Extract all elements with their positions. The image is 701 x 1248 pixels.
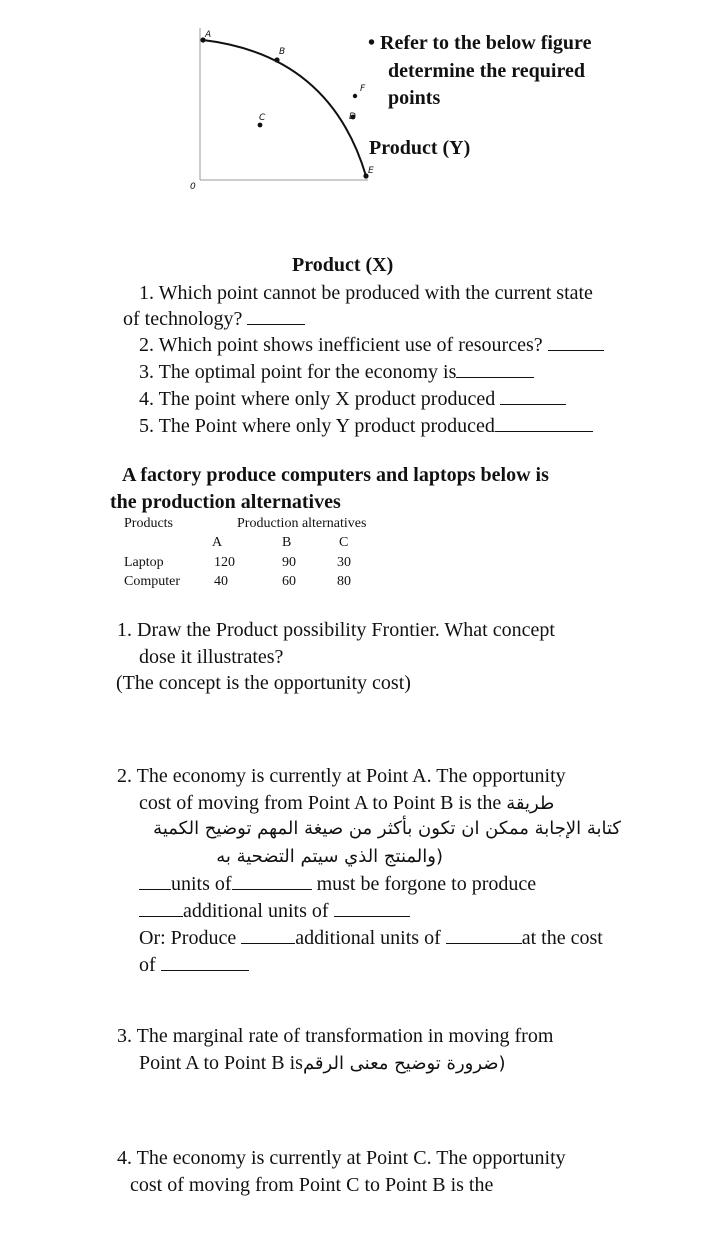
question-2 [139, 332, 604, 358]
part2-q1-line2: dose it illustrates? [139, 646, 284, 668]
question-1-cont [123, 306, 305, 332]
part2-q3-arabic: (ضرورة توضيح معنى الرقم [302, 1053, 506, 1074]
part2-q2-fill-line2 [139, 898, 410, 924]
point-c-dot [258, 123, 263, 128]
part2-q4-text: The economy is currently at Point C. The opportunity [136, 1147, 566, 1169]
answer-blank-or-qty[interactable] [241, 925, 295, 944]
table-row-label: Computer [124, 574, 180, 589]
fill-units-of-text: units of [171, 873, 232, 895]
question-1-text: Which point cannot be produced with the current state [158, 282, 593, 304]
table-col-alternatives: Production alternatives [237, 516, 367, 531]
table-cell: 80 [337, 574, 351, 589]
part2-q4-line2: cost of moving from Point C to Point B is the [130, 1174, 494, 1196]
ppf-curve [203, 40, 366, 176]
question-2-num: 2. [139, 334, 154, 356]
table-col-products: Products [124, 516, 173, 531]
answer-blank-1[interactable] [247, 306, 305, 325]
fill-additional-text: additional units of [183, 900, 329, 922]
part2-q3-line1 [117, 1023, 553, 1049]
point-f-label: F [360, 84, 366, 94]
question-1-cont-text: of technology? [123, 308, 243, 330]
part2-q3-text: The marginal rate of transformation in moving from [136, 1025, 554, 1047]
part2-q2-line2 [139, 790, 554, 817]
part2-q3-num: 3. [117, 1025, 132, 1047]
table-alt-a: A [212, 535, 223, 550]
answer-blank-or-product[interactable] [446, 925, 522, 944]
factory-heading-line2: the production alternatives [110, 491, 341, 513]
or-additional-text: additional units of [295, 927, 441, 949]
question-2-text: Which point shows inefficient use of resources? [158, 334, 543, 356]
part2-q1-text: Draw the Product possibility Frontier. What concept [137, 619, 555, 641]
table-row-label: Laptop [124, 555, 164, 570]
question-4-text: The point where only X product produced [158, 388, 496, 410]
table-alt-c: C [339, 535, 349, 550]
question-3-text: The optimal point for the economy is [158, 361, 457, 383]
part2-q2-arabic3: (والمنتج الذي سيتم التضحية به [216, 846, 443, 867]
part2-q2-fill-line1 [139, 871, 536, 897]
question-3 [139, 359, 534, 385]
or-produce-text: Or: Produce [139, 927, 237, 949]
part2-q2-num: 2. [117, 765, 132, 787]
factory-heading-line1: A factory produce computers and laptops below is [122, 464, 549, 486]
y-axis-label: Product (Y) [369, 137, 471, 159]
answer-blank-or-cost[interactable] [161, 952, 249, 971]
answer-blank-2[interactable] [548, 332, 604, 351]
figure-bullet-line2: determine the required [388, 60, 586, 82]
point-d-label: D [349, 112, 356, 122]
point-e-label: E [368, 166, 374, 176]
point-b-dot [274, 57, 279, 62]
table-cell: 40 [214, 574, 228, 589]
point-b-label: B [279, 47, 286, 57]
point-a-label: A [205, 30, 212, 40]
part2-q1-num: 1. [117, 619, 132, 641]
part2-q3-line2 [139, 1050, 506, 1077]
answer-blank-product[interactable] [232, 871, 312, 890]
part2-q2-text2: cost of moving from Point A to Point B is the [139, 792, 502, 814]
point-f-dot [353, 94, 357, 98]
part2-q2-text: The economy is currently at Point A. The opportunity [136, 765, 566, 787]
question-1-num: 1. [139, 282, 154, 304]
table-cell: 120 [214, 555, 235, 570]
figure-bullet: • Refer to the below figure [368, 32, 592, 54]
part2-q4-num: 4. [117, 1147, 132, 1169]
question-3-num: 3. [139, 361, 154, 383]
answer-blank-product2[interactable] [334, 898, 410, 917]
figure-bullet-text: Refer to the below figure [380, 32, 592, 54]
point-c-label: C [259, 113, 266, 123]
table-alt-b: B [282, 535, 292, 550]
question-1 [139, 280, 593, 306]
answer-blank-additional[interactable] [139, 898, 183, 917]
answer-blank-5[interactable] [495, 413, 593, 432]
part2-q1-line1 [117, 617, 555, 643]
table-cell: 90 [282, 555, 296, 570]
table-cell: 60 [282, 574, 296, 589]
answer-blank-4[interactable] [500, 386, 566, 405]
answer-blank-units[interactable] [139, 871, 171, 890]
part2-q2-arabic1: طريقة [506, 793, 555, 814]
question-5 [139, 413, 593, 439]
table-cell: 30 [337, 555, 351, 570]
part2-q2-arabic2: كتابة الإجابة ممكن ان تكون بأكثر من صيغة المهم توضيح الكمية [153, 818, 621, 839]
figure-bullet-line3: points [388, 87, 441, 109]
question-4 [139, 386, 566, 412]
question-4-num: 4. [139, 388, 154, 410]
or-at-cost-text: at the cost [521, 927, 603, 949]
question-5-num: 5. [139, 415, 154, 437]
question-5-text: The Point where only Y product produced [158, 415, 495, 437]
part2-q2-or-line [139, 925, 603, 951]
part2-q4-line1 [117, 1145, 566, 1171]
origin-label: 0 [190, 182, 196, 192]
part2-q3-text2: Point A to Point B is [139, 1052, 303, 1074]
or-of-text: of [139, 954, 156, 976]
part2-q2-or-of [139, 952, 249, 978]
x-axis-label: Product (X) [292, 254, 394, 276]
fill-must-text: must be forgone to produce [316, 873, 537, 895]
part2-q1-answer: (The concept is the opportunity cost) [116, 672, 411, 694]
part2-q2-line1 [117, 763, 566, 789]
answer-blank-3[interactable] [456, 359, 534, 378]
